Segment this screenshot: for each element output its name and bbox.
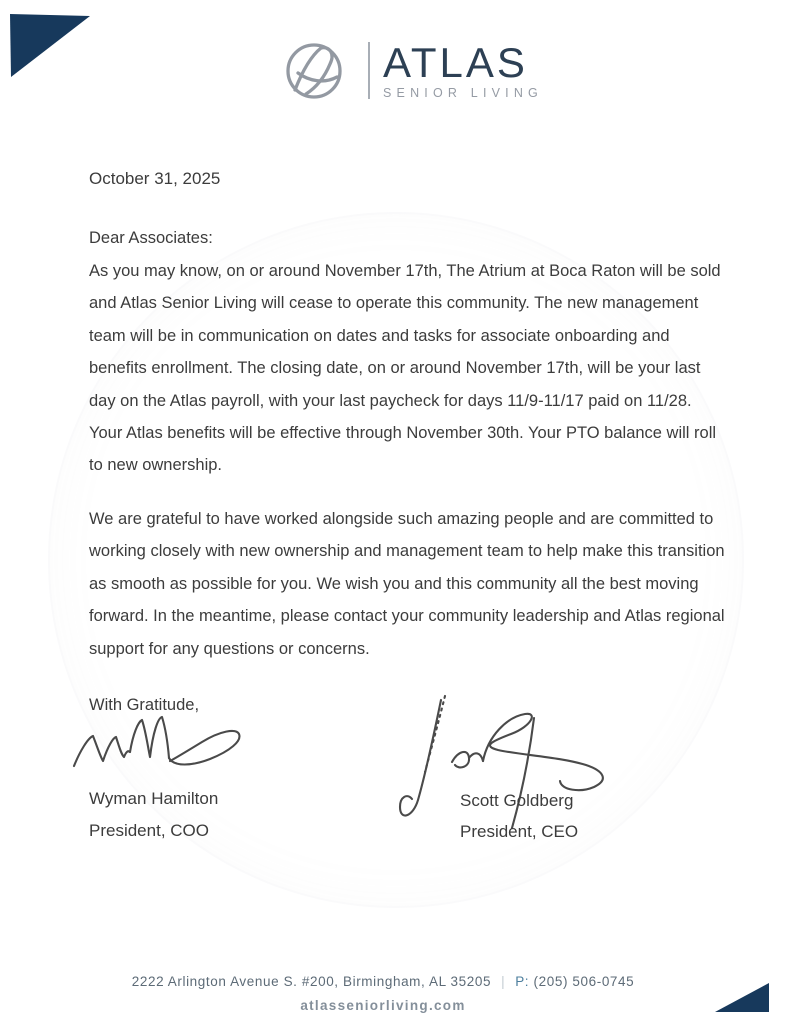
paragraph-line: working closely with new ownership and management team to help make this transition <box>89 542 725 561</box>
letter-salutation: Dear Associates: <box>89 229 213 247</box>
signature-wyman-hamilton-icon <box>70 710 260 785</box>
paragraph-line: and Atlas Senior Living will cease to operate this community. The new management <box>89 294 699 313</box>
atlas-monogram-icon <box>283 37 347 103</box>
footer-contact-line <box>0 974 766 989</box>
paragraph-line: As you may know, on or around November 17th, The Atrium at Boca Raton will be sold <box>89 262 721 280</box>
signer-title-coo: President, COO <box>89 821 209 840</box>
footer-address: 2222 Arlington Avenue S. #200, Birmingham, AL 35205 <box>131 974 492 989</box>
paragraph-line: benefits enrollment. The closing date, on or around November 17th, will be your last <box>89 359 701 378</box>
corner-triangle-top-left-icon <box>0 0 100 85</box>
letter-paragraph-1 <box>89 255 721 482</box>
signer-name-coo: Wyman Hamilton <box>89 789 219 808</box>
signer-name-ceo: Scott Goldberg <box>460 791 574 810</box>
paragraph-line: day on the Atlas payroll, with your last paycheck for days 11/9-11/17 paid on 11/28. <box>89 391 692 410</box>
letter-date: October 31, 2025 <box>89 169 221 188</box>
letter-paragraph-2 <box>89 503 725 665</box>
footer-phone-label: P: <box>515 974 530 989</box>
paragraph-line: forward. In the meantime, please contact your community leadership and Atlas regional <box>89 607 725 626</box>
footer-website: atlasseniorliving.com <box>300 998 466 1013</box>
signature-scott-goldberg-icon <box>388 674 648 844</box>
logo-divider <box>368 42 370 99</box>
paragraph-line: team will be in communication on dates and tasks for associate onboarding and <box>89 326 670 345</box>
paragraph-line: to new ownership. <box>89 456 222 475</box>
logo-wordmark: ATLAS <box>383 38 528 86</box>
paragraph-line: as smooth as possible for you. We wish you and this community all the best moving <box>89 574 699 593</box>
paragraph-line: We are grateful to have worked alongside such amazing people and are committed to <box>89 510 714 528</box>
logo-tagline: SENIOR LIVING <box>383 85 543 100</box>
logo-text <box>383 38 543 100</box>
footer-separator: | <box>501 974 506 989</box>
letter-closing: With Gratitude, <box>89 696 200 714</box>
atlas-logo <box>283 37 543 103</box>
paragraph-line: Your Atlas benefits will be effective through November 30th. Your PTO balance will roll <box>89 423 717 442</box>
paragraph-line: support for any questions or concerns. <box>89 639 370 658</box>
signer-title-ceo: President, CEO <box>460 822 579 841</box>
footer-phone-number: (205) 506-0745 <box>533 974 635 989</box>
